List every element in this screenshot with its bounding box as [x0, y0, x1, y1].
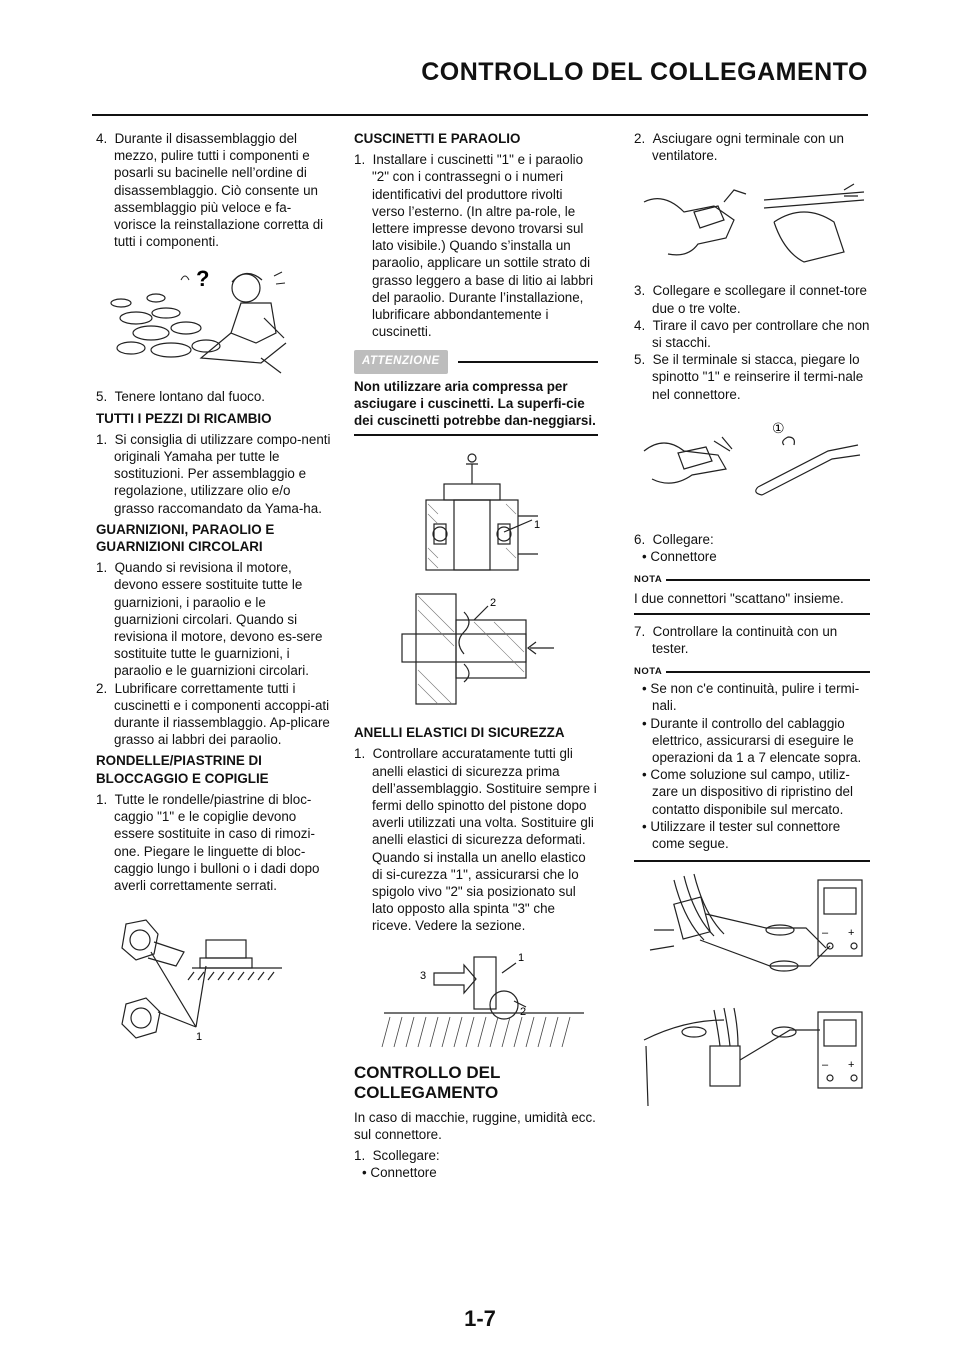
list-item: 1. Installare i cuscinetti "1" e i paraolio "2" con i contrassegni o i numeri identificativi del produttore rivolti verso l’esterno. (In altre pa-role, le lettere impresse devono trovarsi sul lato visibile.) Quando s’installa un paraolio, applicare un sottile strato di grasso leggero a base di litio ai labbri del paraolio. Durante l’installazione, lubrificare abbondantemente i cuscinetti.: [354, 152, 594, 340]
page-number: 1-7: [464, 1306, 496, 1331]
note-header: NOTA: [634, 663, 870, 680]
list-item: 4. Durante il disassemblaggio del mezzo, pulire tutti i componenti e posarli su bacinelle nell’ordine di disassemblaggio. Ciò consente un assemblaggio più veloce e fa-vorisce la reinstallazione corretta di tutti i componenti.: [96, 131, 324, 250]
list-item: 3. Collegare e scollegare il connet-tore due o tre volte.: [634, 283, 867, 316]
list-item: 7. Controllare la continuità con un tester.: [634, 623, 838, 656]
list-item: 4. Tirare il cavo per controllare che non si stacchi.: [634, 317, 870, 351]
column-1: [96, 130, 332, 1052]
list-item: 5. Tenere lontano dal fuoco.: [96, 389, 266, 405]
figure-callout: 3: [420, 969, 427, 982]
note-header: NOTA: [634, 571, 870, 588]
figure-callout: 1: [534, 519, 541, 532]
figure-callout: 1: [518, 951, 525, 964]
section-heading: TUTTI I PEZZI DI RICAMBIO: [96, 410, 272, 426]
bullet-item: • Utilizzare il tester sul connettore come segue.: [642, 818, 841, 852]
header-rule: [92, 114, 868, 116]
bullet-item: • Connettore: [362, 1165, 437, 1181]
section-heading: GUARNIZIONI, PARAOLIO E: [96, 521, 275, 537]
terminal-drying-illustration: [634, 172, 870, 272]
section-heading: ANELLI ELASTICI DI SICUREZZA: [354, 725, 565, 741]
figure-callout: 2: [490, 597, 497, 610]
section-heading: RONDELLE/PIASTRINE DI: [96, 753, 262, 769]
paragraph: In caso di macchie, ruggine, umidità ecc. sul connettore.: [354, 1109, 596, 1142]
list-item: 1. Controllare accuratamente tutti gli anelli elastici di sicurezza prima dell’assemblaggio. Sostituire sempre i fermi dello spinotto del pistone dopo averli utilizzati una volta. Sostituire gli anelli elastici di sicurezza deformati. Quando si installa un anello elastico di si-curezza "1", assicurarsi che lo spigolo vivo "2" sia posizionato sul lato opposto alla spinta "3" che riceve. Vedere la sezione.: [354, 746, 597, 934]
figure-callout: ①: [772, 420, 785, 437]
figure-callout: 1: [196, 1031, 203, 1044]
tester-connection-illustration: [634, 870, 870, 1110]
meter-minus-label: –: [822, 927, 829, 940]
bullet-item: • Come soluzione sul campo, utiliz-zare un dispositivo di ripristino del contatto disponibile sul mercato.: [642, 767, 853, 817]
bearing-installation-illustration: [354, 444, 598, 714]
meter-minus-label: –: [822, 1059, 829, 1072]
meter-plus-label: +: [848, 1059, 855, 1072]
column-3: [634, 130, 870, 1120]
list-item: 1. Scollegare:: [354, 1148, 440, 1164]
figure-callout: 2: [520, 1005, 527, 1018]
list-item: 5. Se il terminale si stacca, piegare lo spinotto "1" e reinserire il termi-nale nel connettore.: [634, 352, 864, 402]
bullet-item: • Connettore: [642, 549, 717, 565]
attention-end-rule: [354, 434, 598, 436]
list-item: 6. Collegare:: [634, 531, 714, 547]
column-2: [354, 130, 598, 1182]
attention-badge: ATTENZIONE: [354, 350, 448, 373]
attention-banner: [354, 350, 598, 373]
note-end-rule: [634, 860, 870, 862]
section-heading: BLOCCAGGIO E COPIGLIE: [96, 770, 269, 786]
list-item: 1. Si consiglia di utilizzare compo-nenti originali Yamaha per tutte le sostituzioni. Per assemblaggio e regolazione, utilizzare olio e/o grasso raccomandato da Yama-ha.: [96, 431, 331, 516]
disassembly-mechanic-illustration: [96, 258, 296, 378]
section-heading: GUARNIZIONI CIRCOLARI: [96, 539, 263, 555]
lock-washer-illustration: [96, 912, 296, 1042]
bullet-item: • Se non c'e continuità, pulire i termi-nali.: [642, 681, 860, 714]
svg-text:?: ?: [196, 266, 210, 292]
circlip-section-illustration: [354, 943, 598, 1053]
terminal-pin-illustration: [634, 411, 870, 521]
list-item: 1. Tutte le rondelle/piastrine di bloc-caggio "1" e le copiglie devono essere sostituite in caso di rimozi-one. Piegare le linguette di bloc-caggio lungo i bulloni o i dadi dopo averli correttamente serrati.: [96, 791, 320, 893]
section-title: COLLEGAMENTO: [354, 1082, 499, 1102]
meter-plus-label: +: [848, 927, 855, 940]
list-item: 2. Lubrificare correttamente tutti i cuscinetti e i componenti accoppi-ati durante il riassemblaggio. Ap-plicare grasso ai labbri dei paraolio.: [96, 680, 330, 748]
list-item: 2. Asciugare ogni terminale con un ventilatore.: [634, 131, 844, 164]
attention-text: Non utilizzare aria compressa per asciugare i cuscinetti. La superfi-cie dei cuscinetti potrebbe dan-neggiarsi.: [354, 378, 596, 429]
note-text: I due connettori "scattano" insieme.: [634, 591, 844, 607]
bullet-item: • Durante il controllo del cablaggio elettrico, assicurarsi di eseguire le operazioni da 1 a 7 elencate sopra.: [642, 715, 862, 766]
note-end-rule: [634, 613, 870, 615]
list-item: 1. Quando si revisiona il motore, devono essere sostituite tutte le guarnizioni, i paraolio e le guarnizioni circolari. Quando si revisiona il motore, devono es-sere sostituite tutte le guarnizioni, i paraolio e le guarnizioni circolari.: [96, 560, 323, 679]
section-title: CONTROLLO DEL: [354, 1062, 501, 1082]
section-heading: CUSCINETTI E PARAOLIO: [354, 131, 521, 146]
page-title: CONTROLLO DEL COLLEGAMENTO: [421, 58, 868, 86]
